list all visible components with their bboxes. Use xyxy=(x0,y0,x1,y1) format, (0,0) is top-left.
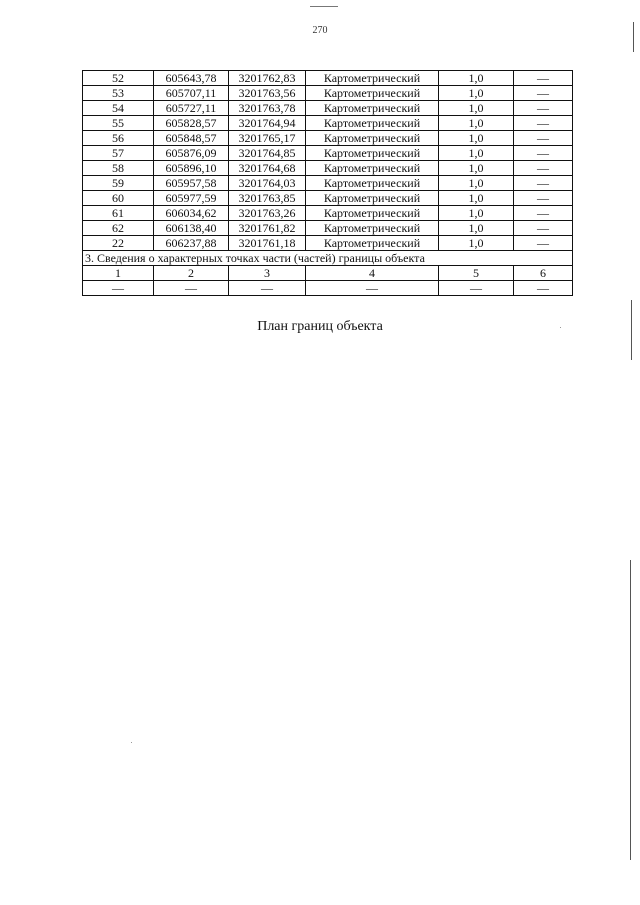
cell-note: — xyxy=(514,161,573,176)
cell-note: — xyxy=(514,146,573,161)
cell-point: 54 xyxy=(83,101,154,116)
cell-x: 605876,09 xyxy=(154,146,229,161)
section-3-title: 3. Сведения о характерных точках части (частей) границы объекта xyxy=(83,251,573,266)
cell-method: Картометрический xyxy=(306,101,439,116)
cell-x: 606034,62 xyxy=(154,206,229,221)
table-row xyxy=(83,131,573,146)
cell-accuracy: 1,0 xyxy=(439,161,514,176)
cell-note: — xyxy=(514,101,573,116)
cell-y: 3201764,03 xyxy=(229,176,306,191)
cell-accuracy: 1,0 xyxy=(439,236,514,251)
cell-point: 55 xyxy=(83,116,154,131)
column-numbers-row xyxy=(83,266,573,281)
scan-edge-line xyxy=(633,22,634,52)
cell-note: — xyxy=(514,191,573,206)
cell-x: 605643,78 xyxy=(154,71,229,86)
cell-point: 56 xyxy=(83,131,154,146)
cell-accuracy: 1,0 xyxy=(439,221,514,236)
cell-x: 605957,58 xyxy=(154,176,229,191)
cell-accuracy: 1,0 xyxy=(439,116,514,131)
scan-speck xyxy=(560,327,561,328)
cell-x: 605707,11 xyxy=(154,86,229,101)
cell-note: — xyxy=(514,176,573,191)
plan-title: План границ объекта xyxy=(257,319,383,334)
cell-note: — xyxy=(514,86,573,101)
cell-method: Картометрический xyxy=(306,146,439,161)
cell-method: Картометрический xyxy=(306,131,439,146)
cell-point: 58 xyxy=(83,161,154,176)
cell-y: 3201763,85 xyxy=(229,191,306,206)
cell-y: 3201761,82 xyxy=(229,221,306,236)
cell-point: 60 xyxy=(83,191,154,206)
cell-note: — xyxy=(514,71,573,86)
cell-note: — xyxy=(514,116,573,131)
cell-method: Картометрический xyxy=(306,71,439,86)
cell-x: 605848,57 xyxy=(154,131,229,146)
table-row xyxy=(83,206,573,221)
cell-point: 53 xyxy=(83,86,154,101)
column-number: 2 xyxy=(154,266,229,281)
table-row xyxy=(83,176,573,191)
scan-edge-line xyxy=(630,560,631,860)
coordinates-table-body xyxy=(83,71,573,296)
cell-y: 3201765,17 xyxy=(229,131,306,146)
cell-accuracy: 1,0 xyxy=(439,206,514,221)
cell-y: 3201764,68 xyxy=(229,161,306,176)
table-row xyxy=(83,71,573,86)
table-row xyxy=(83,101,573,116)
table-row xyxy=(83,236,573,251)
page-number: 270 xyxy=(312,25,328,36)
cell-accuracy: 1,0 xyxy=(439,191,514,206)
cell-note: — xyxy=(514,206,573,221)
cell-accuracy: 1,0 xyxy=(439,131,514,146)
scan-speck xyxy=(131,742,132,743)
cell-method: Картометрический xyxy=(306,221,439,236)
cell-y: 3201764,94 xyxy=(229,116,306,131)
cell-method: Картометрический xyxy=(306,161,439,176)
cell-note: — xyxy=(514,131,573,146)
cell-y: 3201763,26 xyxy=(229,206,306,221)
empty-cell: — xyxy=(439,281,514,296)
column-number: 4 xyxy=(306,266,439,281)
cell-accuracy: 1,0 xyxy=(439,71,514,86)
cell-method: Картометрический xyxy=(306,86,439,101)
empty-cell: — xyxy=(514,281,573,296)
cell-y: 3201763,78 xyxy=(229,101,306,116)
empty-cell: — xyxy=(306,281,439,296)
column-number: 1 xyxy=(83,266,154,281)
column-number: 6 xyxy=(514,266,573,281)
cell-accuracy: 1,0 xyxy=(439,86,514,101)
cell-point: 59 xyxy=(83,176,154,191)
cell-note: — xyxy=(514,221,573,236)
cell-point: 52 xyxy=(83,71,154,86)
cell-x: 605896,10 xyxy=(154,161,229,176)
table-row xyxy=(83,191,573,206)
cell-note: — xyxy=(514,236,573,251)
cell-accuracy: 1,0 xyxy=(439,101,514,116)
cell-method: Картометрический xyxy=(306,191,439,206)
cell-accuracy: 1,0 xyxy=(439,146,514,161)
cell-method: Картометрический xyxy=(306,176,439,191)
empty-cell: — xyxy=(83,281,154,296)
empty-cell: — xyxy=(229,281,306,296)
cell-point: 22 xyxy=(83,236,154,251)
section-3-row xyxy=(83,251,573,266)
cell-accuracy: 1,0 xyxy=(439,176,514,191)
table-row xyxy=(83,221,573,236)
cell-method: Картометрический xyxy=(306,236,439,251)
cell-method: Картометрический xyxy=(306,116,439,131)
table-row xyxy=(83,86,573,101)
cell-y: 3201762,83 xyxy=(229,71,306,86)
cell-x: 605727,11 xyxy=(154,101,229,116)
cell-x: 606138,40 xyxy=(154,221,229,236)
cell-y: 3201764,85 xyxy=(229,146,306,161)
cell-x: 606237,88 xyxy=(154,236,229,251)
table-row xyxy=(83,161,573,176)
coordinates-table xyxy=(82,70,573,296)
top-dash-mark xyxy=(310,6,338,7)
cell-y: 3201761,18 xyxy=(229,236,306,251)
cell-point: 62 xyxy=(83,221,154,236)
empty-cell: — xyxy=(154,281,229,296)
cell-method: Картометрический xyxy=(306,206,439,221)
column-number: 5 xyxy=(439,266,514,281)
empty-data-row xyxy=(83,281,573,296)
column-number: 3 xyxy=(229,266,306,281)
cell-x: 605977,59 xyxy=(154,191,229,206)
cell-point: 61 xyxy=(83,206,154,221)
cell-x: 605828,57 xyxy=(154,116,229,131)
table-row xyxy=(83,146,573,161)
cell-y: 3201763,56 xyxy=(229,86,306,101)
cell-point: 57 xyxy=(83,146,154,161)
table-row xyxy=(83,116,573,131)
